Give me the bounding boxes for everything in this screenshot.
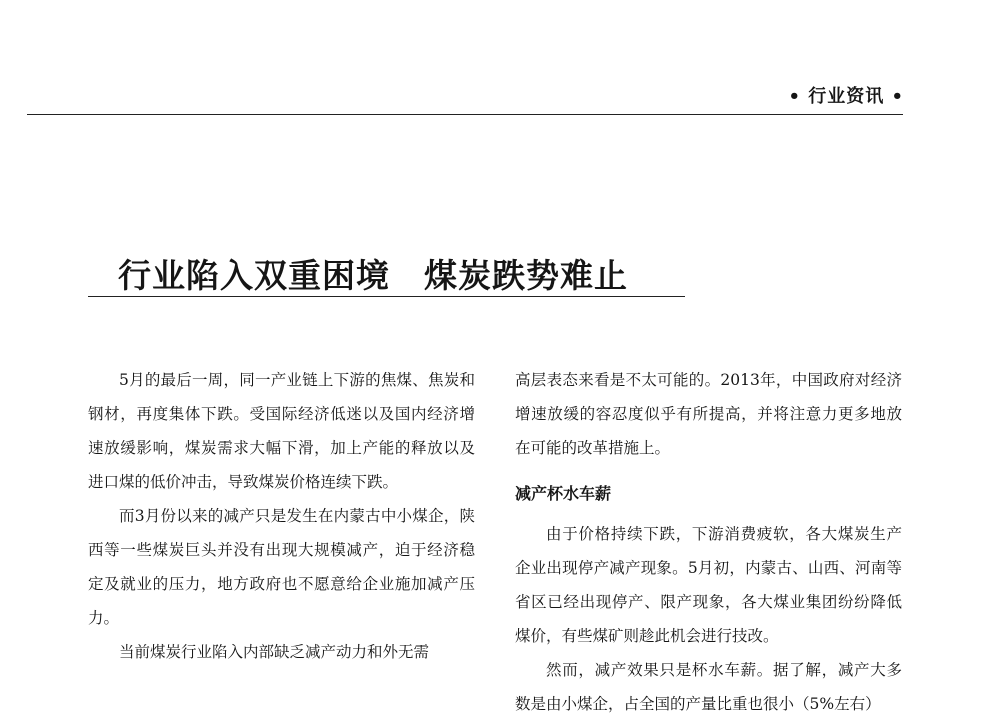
section-label: • 行业资讯 • — [788, 86, 904, 107]
left-paragraph-2: 而3月份以来的减产只是发生在内蒙古中小煤企，陕西等一些煤炭巨头并没有出现大规模减产，迫于经济稳定及就业的压力，地方政府也不愿意给企业施加减产压力。 — [88, 507, 475, 627]
right-paragraph-2: 然而，减产效果只是杯水车薪。据了解，减产大多数是由小煤企，占全国的产量比重也很小（5%左右） — [515, 661, 902, 713]
left-paragraph-1: 5月的最后一周，同一产业链上下游的焦煤、焦炭和钢材，再度集体下跌。受国际经济低迷以及国内经济增速放缓影响，煤炭需求大幅下滑，加上产能的释放以及进口煤的低价冲击，导致煤炭价格连续下跌。 — [88, 371, 475, 491]
right-column — [515, 363, 902, 721]
section-heading: 减产杯水车薪 — [515, 484, 612, 503]
right-paragraph-1: 由于价格持续下跌，下游消费疲软，各大煤炭生产企业出现停产减产现象。5月初，内蒙古、山西、河南等省区已经出现停产、限产现象，各大煤业集团纷纷降低煤价，有些煤矿则趁此机会进行技改。 — [515, 525, 902, 645]
left-column — [88, 363, 475, 669]
header-divider — [27, 114, 903, 115]
article-title — [118, 250, 628, 297]
article-title-part2: 煤炭跌势难止 — [424, 256, 628, 295]
article-title-part1: 行业陷入双重困境 — [118, 256, 390, 295]
left-paragraph-3: 当前煤炭行业陷入内部缺乏减产动力和外无需 — [119, 643, 430, 661]
title-underline — [88, 296, 685, 297]
right-paragraph-lead: 高层表态来看是不太可能的。2013年，中国政府对经济增速放缓的容忍度似乎有所提高，并将注意力更多地放在可能的改革措施上。 — [515, 371, 902, 457]
